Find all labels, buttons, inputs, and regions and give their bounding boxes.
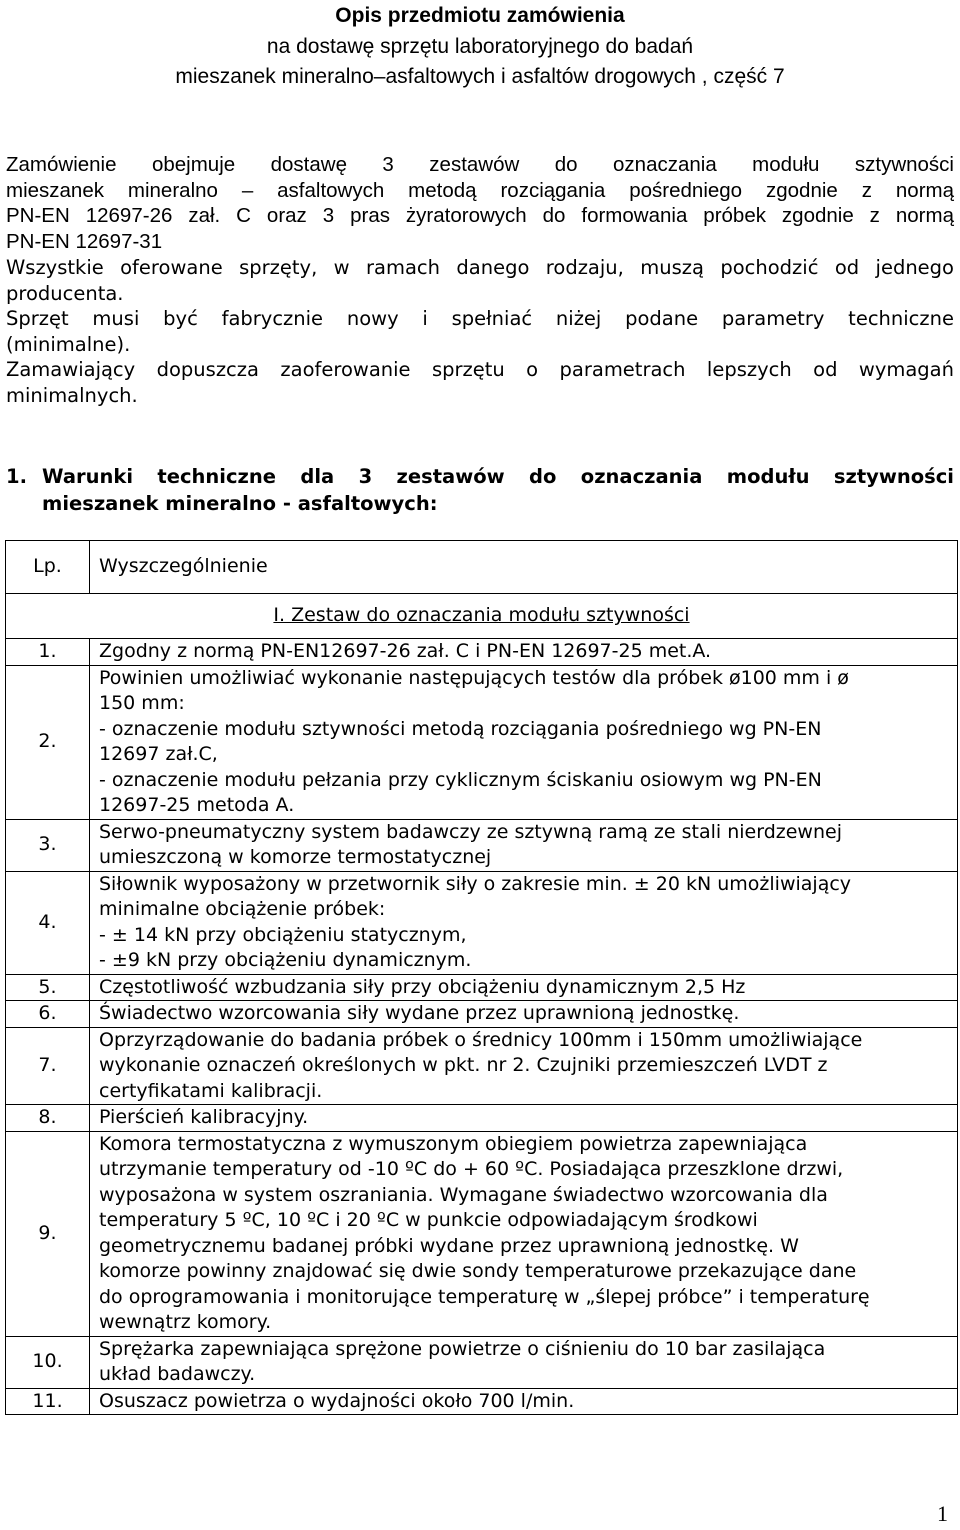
row-number: 10.: [6, 1336, 90, 1388]
row-number: 6.: [6, 1001, 90, 1028]
description-line: wewnątrz komory.: [99, 1311, 272, 1333]
description-line: 12697 zał.C,: [99, 743, 218, 765]
paragraph-line: producenta.: [6, 281, 124, 305]
section-heading-line-1: Warunki techniczne dla 3 zestawów do oznaczania modułu sztywności: [42, 465, 954, 488]
description-line: Pierścień kalibracyjny.: [99, 1106, 309, 1128]
row-description: [90, 665, 958, 819]
description-line: Siłownik wyposażony w przetwornik siły o zakresie min. ± 20 kN umożliwiający: [99, 872, 852, 895]
description-line: Sprężarka zapewniająca sprężone powietrze o ciśnieniu do 10 bar zasilająca: [99, 1337, 826, 1360]
table-header-row: [6, 541, 958, 594]
table-row: [6, 819, 958, 871]
description-line: 150 mm:: [99, 692, 185, 714]
description-line: układ badawczy.: [99, 1363, 256, 1385]
paragraph-line: minimalnych.: [6, 383, 138, 407]
table-row: [6, 1336, 958, 1388]
description-line: - ± 14 kN przy obciążeniu statycznym,: [99, 923, 467, 946]
description-line: certyfikatami kalibracji.: [99, 1079, 323, 1102]
row-description: [90, 1388, 958, 1415]
table-row: [6, 1105, 958, 1132]
column-header-lp: Lp.: [6, 541, 90, 594]
row-number: 4.: [6, 871, 90, 974]
table-row: [6, 1027, 958, 1105]
description-line: umieszczoną w komorze termostatycznej: [99, 846, 492, 868]
row-description: [90, 1027, 958, 1105]
document-subtitle-line-2: mieszanek mineralno–asfaltowych i asfaltów drogowych , część 7: [175, 65, 785, 88]
table-row: [6, 639, 958, 666]
row-description: [90, 871, 958, 974]
description-line: wykonanie oznaczeń określonych w pkt. nr 2. Czujniki przemieszczeń LVDT z: [99, 1054, 828, 1076]
table-section-row: [6, 594, 958, 639]
row-number: 3.: [6, 819, 90, 871]
paragraph-line: Zamówienie obejmuje dostawę 3 zestawów do oznaczania modułu sztywności: [6, 153, 954, 176]
row-number: 8.: [6, 1105, 90, 1132]
intro-paragraph-new-equipment: [6, 306, 954, 357]
intro-paragraph-scope: [6, 152, 954, 254]
row-description: [90, 1131, 958, 1336]
description-line: Osuszacz powietrza o wydajności około 700 l/min.: [99, 1389, 575, 1412]
description-line: Zgodny z normą PN-EN12697-26 zał. C i PN-EN 12697-25 met.A.: [99, 640, 712, 662]
table-row: [6, 665, 958, 819]
description-line: - oznaczenie modułu sztywności metodą rozciągania pośredniego wg PN-EN: [99, 717, 822, 740]
row-description: [90, 819, 958, 871]
intro-paragraph-producer: [6, 255, 954, 306]
description-line: Powinien umożliwiać wykonanie następujących testów dla próbek ø100 mm i ø: [99, 666, 849, 689]
table-row: [6, 1001, 958, 1028]
section-heading: [6, 463, 954, 517]
description-line: do oprogramowania i monitorujące temperaturę w „ślepej próbce” i temperaturę: [99, 1285, 870, 1308]
row-description: [90, 974, 958, 1001]
description-line: - oznaczenie modułu pełzania przy cyklicznym ściskaniu osiowym wg PN-EN: [99, 768, 822, 791]
row-number: 11.: [6, 1388, 90, 1415]
description-line: Serwo-pneumatyczny system badawczy ze sztywną ramą ze stali nierdzewnej: [99, 820, 842, 843]
row-number: 5.: [6, 974, 90, 1001]
paragraph-line: (minimalne).: [6, 332, 131, 356]
section-heading-line-2: mieszanek mineralno - asfaltowych:: [42, 492, 438, 515]
paragraph-line: Sprzęt musi być fabrycznie nowy i spełniać niżej podane parametry techniczne: [6, 307, 954, 330]
row-number: 1.: [6, 639, 90, 666]
description-line: utrzymanie temperatury od -10 ºC do + 60 ºC. Posiadająca przeszklone drzwi,: [99, 1158, 844, 1180]
description-line: minimalne obciążenie próbek:: [99, 898, 386, 920]
table-row: [6, 974, 958, 1001]
page-number: 1: [937, 1501, 948, 1526]
row-number: 9.: [6, 1131, 90, 1336]
document-title: Opis przedmiotu zamówienia: [335, 4, 625, 27]
description-line: wyposażona w system oszraniania. Wymagane świadectwo wzorcowania dla: [99, 1183, 828, 1206]
description-line: Częstotliwość wzbudzania siły przy obciążeniu dynamicznym 2,5 Hz: [99, 975, 746, 998]
table-row: [6, 1131, 958, 1336]
paragraph-line: mieszanek mineralno – asfaltowych metodą rozciągania pośredniego zgodnie z normą: [6, 178, 954, 202]
description-line: komorze powinny znajdować się dwie sondy temperaturowe przekazujące dane: [99, 1260, 857, 1282]
row-number: 2.: [6, 665, 90, 819]
document-subtitle-line-1: na dostawę sprzętu laboratoryjnego do badań: [266, 35, 694, 58]
description-line: Komora termostatyczna z wymuszonym obiegiem powietrza zapewniająca: [99, 1132, 808, 1155]
table-section-title: I. Zestaw do oznaczania modułu sztywności: [273, 604, 690, 627]
row-description: [90, 1336, 958, 1388]
row-description: [90, 639, 958, 666]
column-header-description: Wyszczególnienie: [90, 541, 958, 594]
paragraph-line: Zamawiający dopuszcza zaoferowanie sprzętu o parametrach lepszych od wymagań: [6, 358, 954, 381]
paragraph-line: Wszystkie oferowane sprzęty, w ramach danego rodzaju, muszą pochodzić od jednego: [6, 256, 954, 279]
row-description: [90, 1001, 958, 1028]
description-line: geometrycznemu badanej próbki wydane przez uprawnioną jednostkę. W: [99, 1234, 799, 1257]
description-line: 12697-25 metoda A.: [99, 794, 295, 816]
section-number: 1.: [6, 465, 27, 488]
description-line: - ±9 kN przy obciążeniu dynamicznym.: [99, 949, 472, 971]
paragraph-line: PN-EN 12697-26 zał. C oraz 3 pras żyratorowych do formowania próbek zgodnie z normą: [6, 204, 954, 227]
row-description: [90, 1105, 958, 1132]
requirements-table: [5, 540, 958, 1415]
table-row: [6, 871, 958, 974]
table-row: [6, 1388, 958, 1415]
intro-paragraph-better-parameters: [6, 357, 954, 408]
description-line: Świadectwo wzorcowania siły wydane przez uprawnioną jednostkę.: [99, 1002, 740, 1024]
paragraph-line: PN-EN 12697-31: [6, 229, 163, 253]
description-line: Oprzyrządowanie do badania próbek o średnicy 100mm i 150mm umożliwiające: [99, 1028, 863, 1051]
description-line: temperatury 5 ºC, 10 ºC i 20 ºC w punkcie odpowiadającym środkowi: [99, 1209, 758, 1231]
row-number: 7.: [6, 1027, 90, 1105]
